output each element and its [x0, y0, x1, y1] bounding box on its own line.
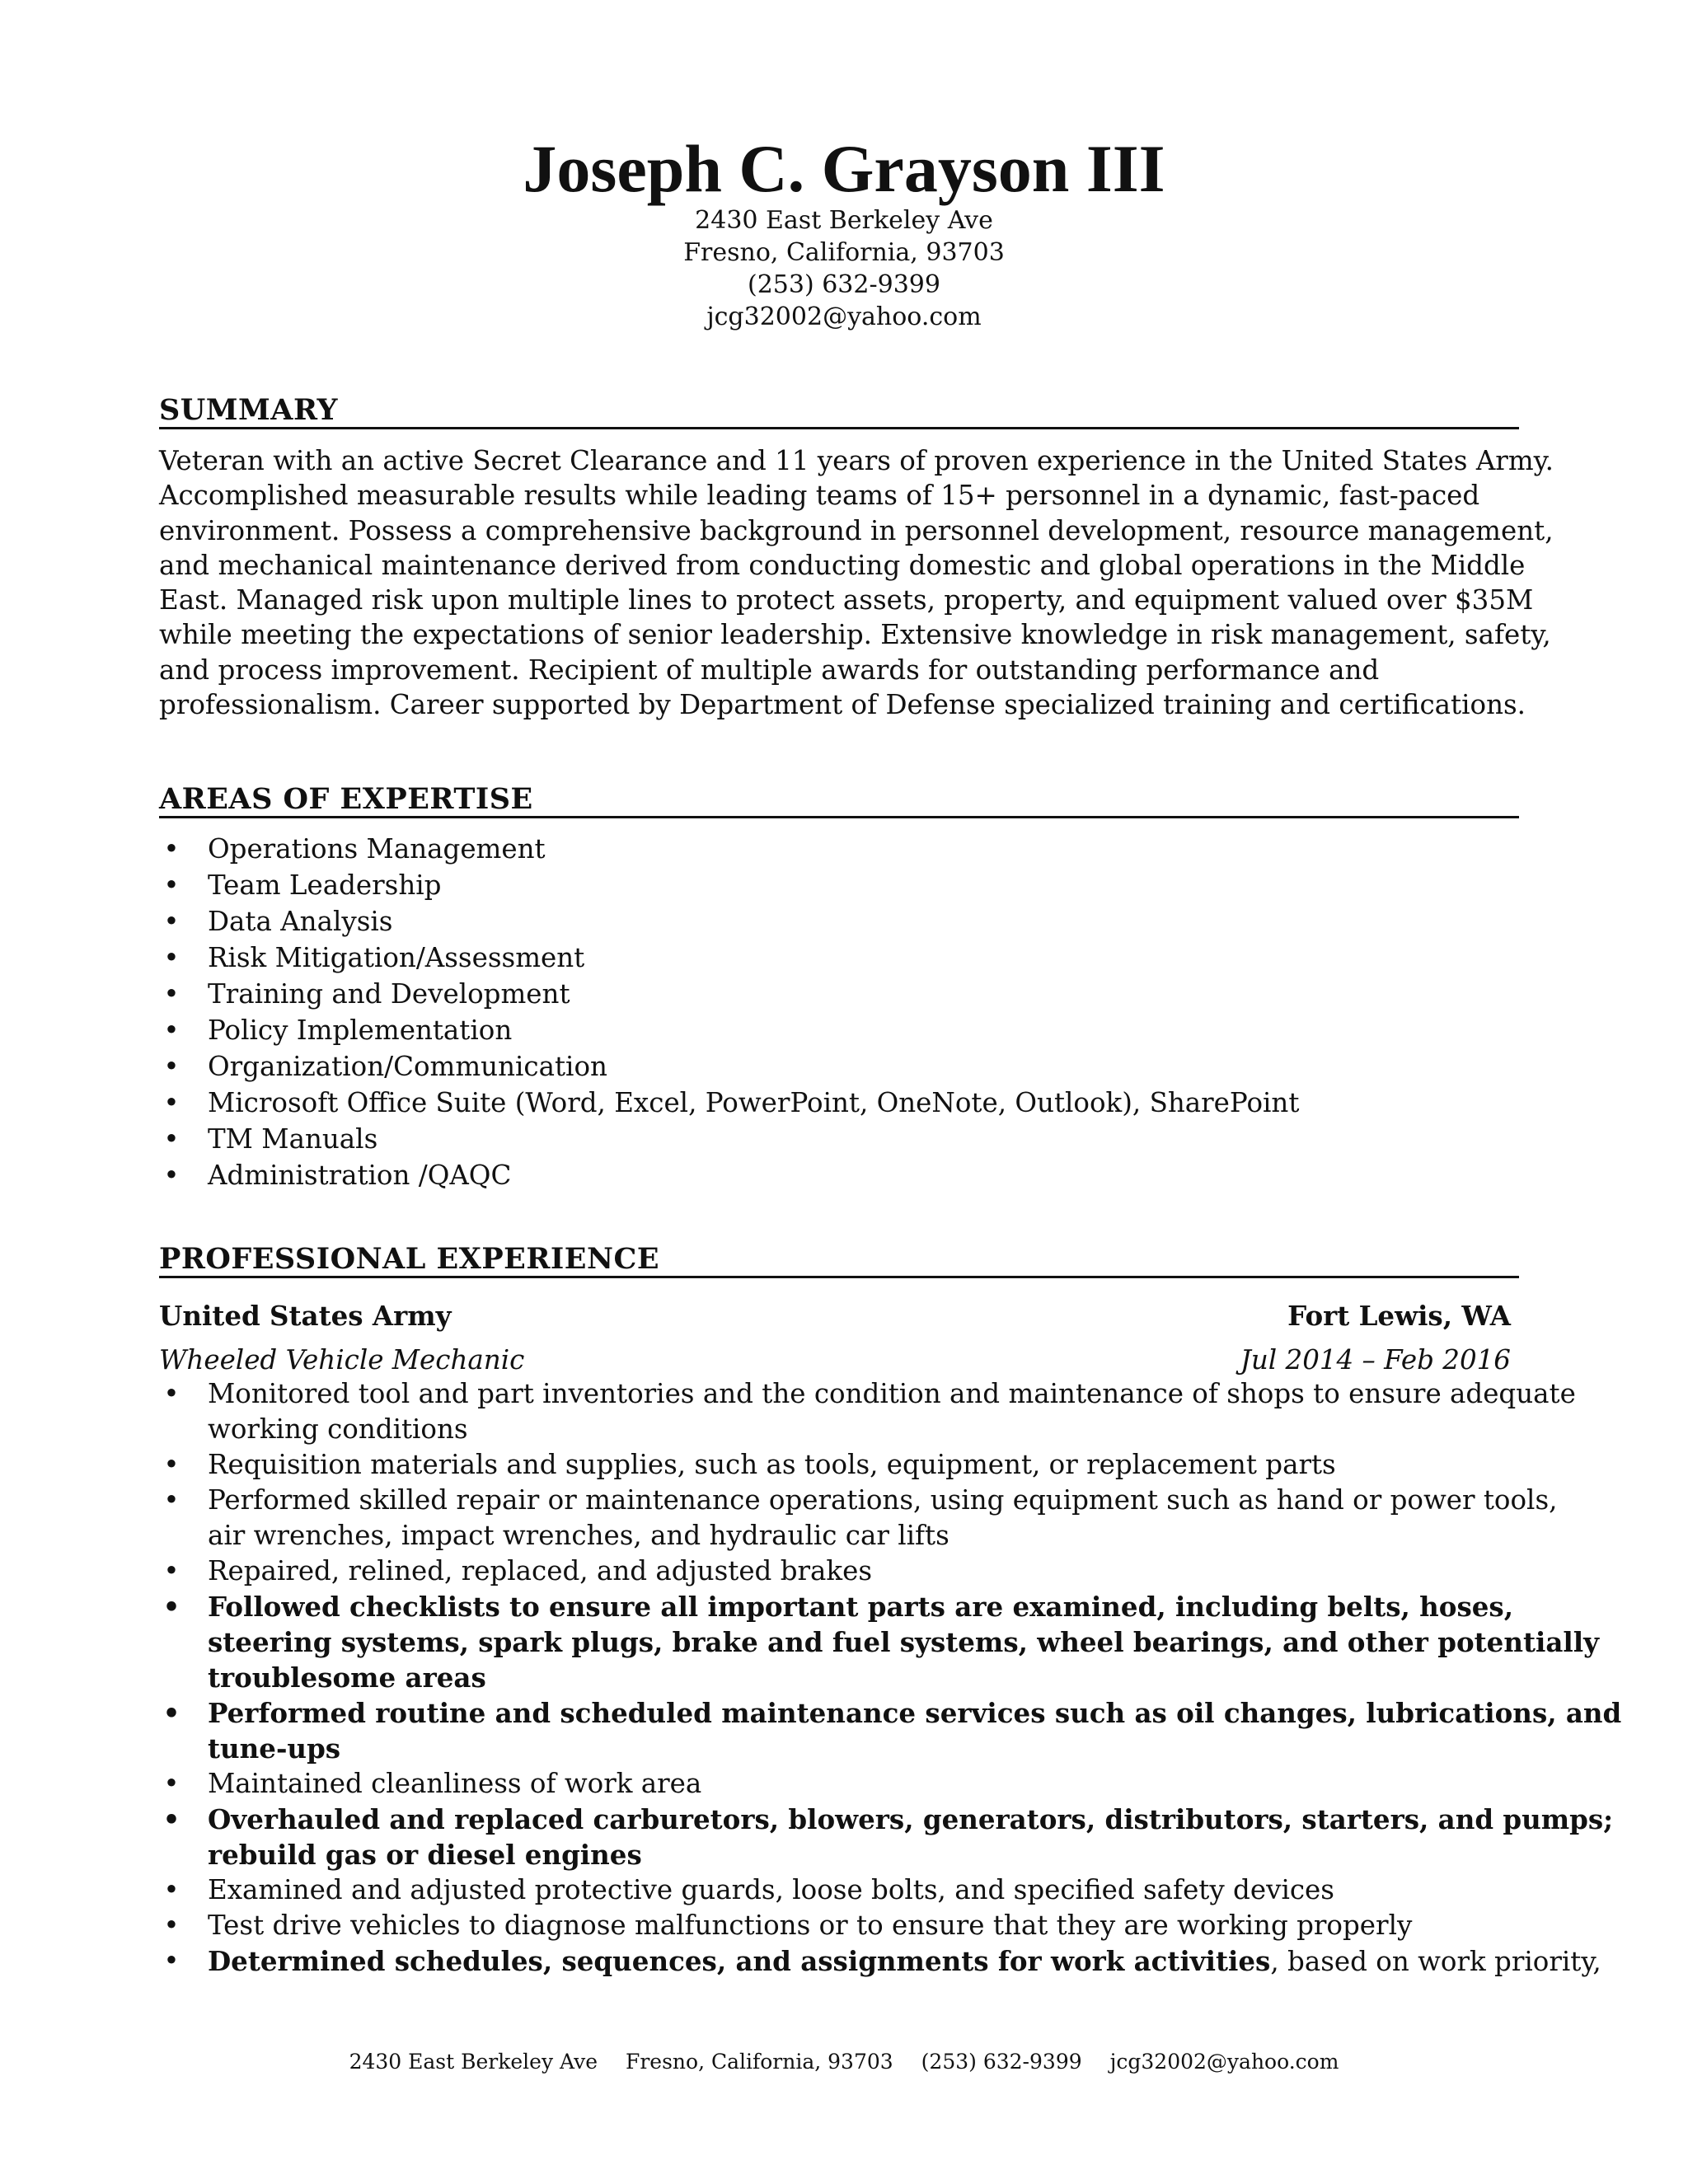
expertise-item: • TM Manuals: [159, 1121, 1527, 1157]
summary-line: while meeting the expectations of senior leadership. Extensive knowledge in risk management, safety,: [159, 619, 1551, 651]
bullet-icon: •: [163, 1945, 180, 1976]
duty-item: • Examined and adjusted protective guards, loose bolts, and specified safety devices: [159, 1872, 1527, 1908]
page-footer: [0, 2049, 1688, 2075]
bullet-icon: •: [163, 1160, 180, 1191]
footer-phone: (253) 632-9399: [921, 2050, 1082, 2074]
job-location: Fort Lewis, WA: [1287, 1300, 1511, 1332]
job-title: Wheeled Vehicle Mechanic: [159, 1344, 525, 1376]
expertise-item: • Administration /QAQC: [159, 1157, 1527, 1193]
expertise-item: • Policy Implementation: [159, 1012, 1527, 1048]
bullet-icon: •: [162, 1591, 181, 1623]
expertise-list: [159, 831, 1527, 1193]
duty-item: [159, 1943, 1601, 1980]
summary-text: [159, 443, 1554, 722]
duty-item: • Performed skilled repair or maintenance operations, using equipment such as hand or power tools, air wrenches, impact wrenches, and hydraulic car lifts: [159, 1483, 1527, 1554]
summary-line: Accomplished measurable results while leading teams of 15+ personnel in a dynamic, fast-paced: [159, 480, 1480, 512]
job-dates: Jul 2014 – Feb 2016: [1240, 1344, 1511, 1376]
summary-line: Veteran with an active Secret Clearance and 11 years of proven experience in the United States Army.: [159, 445, 1554, 476]
resume-name: Joseph C. Grayson III: [523, 131, 1165, 206]
duty-item: • Requisition materials and supplies, such as tools, equipment, or replacement parts: [159, 1447, 1527, 1483]
expertise-heading: AREAS OF EXPERTISE: [159, 783, 1519, 818]
experience-heading: PROFESSIONAL EXPERIENCE: [159, 1243, 1519, 1278]
expertise-item: • Team Leadership: [159, 867, 1527, 903]
duty-item: • Maintained cleanliness of work area: [159, 1766, 1527, 1802]
contact-block: [0, 204, 1688, 333]
footer-email: jcg32002@yahoo.com: [1109, 2050, 1339, 2074]
duty-item: • Monitored tool and part inventories and the condition and maintenance of shops to ensure adequate working conditions: [159, 1376, 1527, 1447]
bullet-icon: •: [163, 1015, 180, 1046]
contact-address-line1: 2430 East Berkeley Ave: [695, 206, 993, 235]
contact-address-line2: Fresno, California, 93703: [683, 238, 1005, 267]
bullet-icon: •: [163, 869, 180, 901]
summary-line: East. Managed risk upon multiple lines to protect assets, property, and equipment valued over $35M: [159, 584, 1534, 616]
duty-item: • Overhauled and replaced carburetors, blowers, generators, distributors, starters, and pumps; rebuild gas or diesel engines: [159, 1802, 1527, 1872]
summary-heading: SUMMARY: [159, 394, 1519, 429]
expertise-item: • Operations Management: [159, 831, 1527, 867]
duty-item: • Performed routine and scheduled maintenance services such as oil changes, lubrications, and tune-ups: [159, 1695, 1527, 1766]
duty-item: • Test drive vehicles to diagnose malfunctions or to ensure that they are working properly: [159, 1908, 1527, 1943]
bullet-icon: •: [163, 1555, 180, 1586]
job-title-row: [159, 1342, 1511, 1378]
bullet-icon: •: [163, 1874, 180, 1905]
expertise-item: • Organization/Communication: [159, 1048, 1527, 1085]
duty-item: • Followed checklists to ensure all important parts are examined, including belts, hoses, steering systems, spark plugs, brake and fuel systems, wheel bearings, and other potentially troublesome areas: [159, 1589, 1527, 1695]
bullet-icon: •: [163, 1051, 180, 1082]
summary-line: environment. Possess a comprehensive background in personnel development, resource management,: [159, 514, 1554, 546]
footer-address-line1: 2430 East Berkeley Ave: [349, 2050, 598, 2074]
expertise-item: • Data Analysis: [159, 903, 1527, 940]
job-employer: United States Army: [159, 1300, 452, 1332]
summary-line: and mechanical maintenance derived from conducting domestic and global operations in the Middle: [159, 549, 1526, 581]
duty-item: • Repaired, relined, replaced, and adjusted brakes: [159, 1554, 1527, 1589]
expertise-item: • Training and Development: [159, 976, 1527, 1012]
bullet-icon: •: [162, 1697, 181, 1729]
bullet-icon: •: [163, 1378, 180, 1409]
bullet-icon: •: [163, 1768, 180, 1799]
duty-bold-text: Determined schedules, sequences, and assignments for work activities: [208, 1945, 1271, 1977]
contact-email: jcg32002@yahoo.com: [706, 302, 982, 331]
bullet-icon: •: [162, 1803, 181, 1835]
contact-phone: (253) 632-9399: [748, 270, 940, 299]
bullet-icon: •: [163, 1449, 180, 1480]
duties-list: [159, 1376, 1622, 1980]
bullet-icon: •: [163, 978, 180, 1010]
bullet-icon: •: [163, 906, 180, 937]
expertise-item: • Microsoft Office Suite (Word, Excel, PowerPoint, OneNote, Outlook), SharePoint: [159, 1085, 1527, 1121]
bullet-icon: •: [163, 1484, 180, 1516]
bullet-icon: •: [163, 833, 180, 865]
bullet-icon: •: [163, 942, 180, 973]
expertise-item: • Risk Mitigation/Assessment: [159, 940, 1527, 976]
summary-line: and process improvement. Recipient of multiple awards for outstanding performance and: [159, 654, 1380, 686]
footer-address-line2: Fresno, California, 93703: [626, 2050, 893, 2074]
bullet-icon: •: [163, 1910, 180, 1941]
duty-rest-text: , based on work priority,: [1270, 1946, 1601, 1977]
summary-line: professionalism. Career supported by Department of Defense specialized training and certifications.: [159, 689, 1526, 721]
job-employer-row: [159, 1298, 1511, 1334]
bullet-icon: •: [163, 1123, 180, 1155]
bullet-icon: •: [163, 1087, 180, 1118]
